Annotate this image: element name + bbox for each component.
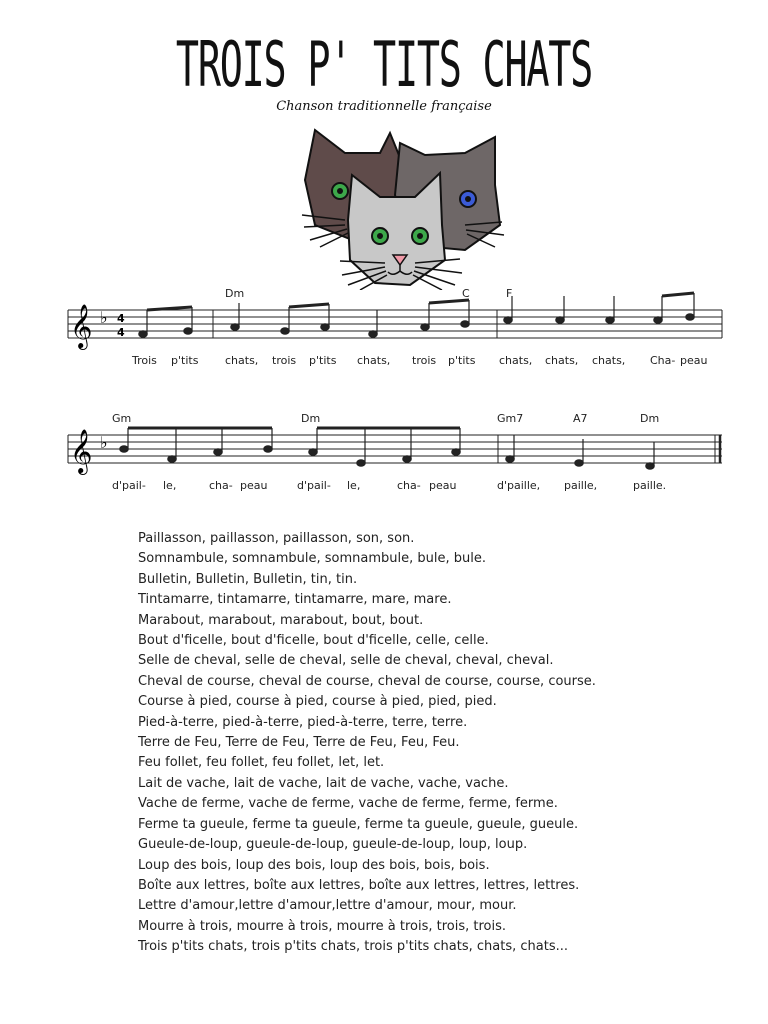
- lyric-syllable: le,: [163, 479, 177, 492]
- verse-line: Bulletin, Bulletin, Bulletin, tin, tin.: [138, 571, 358, 587]
- verse-line: Marabout, marabout, marabout, bout, bout.: [138, 612, 424, 628]
- lyric-syllable: p'tits: [448, 354, 476, 367]
- lyric-syllable: d'pail-: [297, 479, 331, 492]
- treble-clef: 𝄞: [70, 304, 93, 348]
- staff-lines: [68, 310, 722, 338]
- time-signature-bottom: 4: [117, 326, 125, 339]
- lyric-syllable: p'tits: [309, 354, 337, 367]
- verse-line: Course à pied, course à pied, course à pied, pied, pied.: [138, 694, 497, 710]
- verse-line: Lait de vache, lait de vache, lait de vache, vache, vache.: [138, 775, 509, 791]
- lyric-syllable: cha-: [397, 479, 421, 492]
- verse-line: Somnambule, somnambule, somnambule, bule, bule.: [138, 551, 486, 567]
- verse-line: Selle de cheval, selle de cheval, selle de cheval, cheval, cheval.: [138, 653, 554, 669]
- verse-line: Loup des bois, loup des bois, loup des bois, bois, bois.: [138, 857, 490, 873]
- music-staff-line-1: [60, 283, 730, 373]
- chord-symbol: Dm: [225, 287, 245, 300]
- verse-line: Bout d'ficelle, bout d'ficelle, bout d'ficelle, celle, celle.: [138, 633, 489, 649]
- chord-symbol: F: [506, 287, 513, 300]
- lyric-syllable: Trois: [132, 354, 157, 367]
- verse-line: Vache de ferme, vache de ferme, vache de ferme, ferme, ferme.: [138, 796, 558, 812]
- verse-line: Ferme ta gueule, ferme ta gueule, ferme ta gueule, gueule, gueule.: [138, 816, 579, 832]
- song-subtitle: Chanson traditionnelle française: [276, 99, 492, 114]
- chord-symbols: [225, 287, 512, 300]
- verse-line: Feu follet, feu follet, feu follet, let, let.: [138, 755, 385, 771]
- lyric-syllable: paille,: [564, 479, 598, 492]
- verse-line: Gueule-de-loup, gueule-de-loup, gueule-de-loup, loup, loup.: [138, 837, 528, 853]
- chord-symbol: Gm: [112, 412, 132, 425]
- chord-symbols: [112, 412, 659, 425]
- lyrics: [131, 354, 707, 367]
- lyrics: [112, 479, 666, 492]
- verses-list: [138, 529, 596, 958]
- lyric-syllable: chats,: [499, 354, 533, 367]
- chord-symbol: Dm: [301, 412, 321, 425]
- lyric-syllable: paille.: [633, 479, 667, 492]
- verse-line: Cheval de course, cheval de course, cheval de course, course, course.: [138, 673, 596, 689]
- lyric-syllable: le,: [347, 479, 361, 492]
- lyric-syllable: Cha-: [650, 354, 676, 367]
- lyric-syllable: peau: [240, 479, 268, 492]
- lyric-syllable: trois: [272, 354, 297, 367]
- verse-line: Trois p'tits chats, trois p'tits chats, trois p'tits chats, chats, chats...: [138, 939, 568, 955]
- verse-line: Boîte aux lettres, boîte aux lettres, boîte aux lettres, lettres, lettres.: [138, 877, 580, 893]
- chord-symbol: Gm7: [497, 412, 524, 425]
- time-signature-top: 4: [117, 312, 125, 325]
- verse-line: Terre de Feu, Terre de Feu, Terre de Feu, Feu, Feu.: [138, 735, 460, 751]
- chord-symbol: A7: [573, 412, 588, 425]
- verse-line: Mourre à trois, mourre à trois, mourre à trois, trois, trois.: [138, 918, 506, 934]
- treble-clef: 𝄞: [70, 429, 93, 473]
- three-cats-illustration: [290, 125, 510, 290]
- verse-line: Pied-à-terre, pied-à-terre, pied-à-terre, terre, terre.: [138, 714, 468, 730]
- lyric-syllable: d'pail-: [112, 479, 146, 492]
- verse-line: Paillasson, paillasson, paillasson, son, son.: [138, 531, 415, 546]
- verse-line: Lettre d'amour,lettre d'amour,lettre d'amour, mour, mour.: [138, 898, 517, 914]
- music-staff-line-2: [60, 408, 730, 498]
- song-title: TROIS P' TITS CHATS: [175, 28, 593, 101]
- lyric-syllable: p'tits: [171, 354, 199, 367]
- key-signature-flat: ♭: [100, 308, 108, 327]
- chord-symbol: Dm: [640, 412, 660, 425]
- lyric-syllable: chats,: [592, 354, 626, 367]
- verse-line: Tintamarre, tintamarre, tintamarre, mare, mare.: [138, 592, 452, 608]
- chord-symbol: C: [462, 287, 470, 300]
- lyric-syllable: trois: [412, 354, 437, 367]
- lyric-syllable: chats,: [357, 354, 391, 367]
- lyric-syllable: cha-: [209, 479, 233, 492]
- lyric-syllable: d'paille,: [497, 479, 541, 492]
- staff-lines: [68, 435, 722, 463]
- lyric-syllable: peau: [680, 354, 708, 367]
- lyric-syllable: chats,: [545, 354, 579, 367]
- lyric-syllable: chats,: [225, 354, 259, 367]
- lyric-syllable: peau: [429, 479, 457, 492]
- key-signature-flat: ♭: [100, 433, 108, 452]
